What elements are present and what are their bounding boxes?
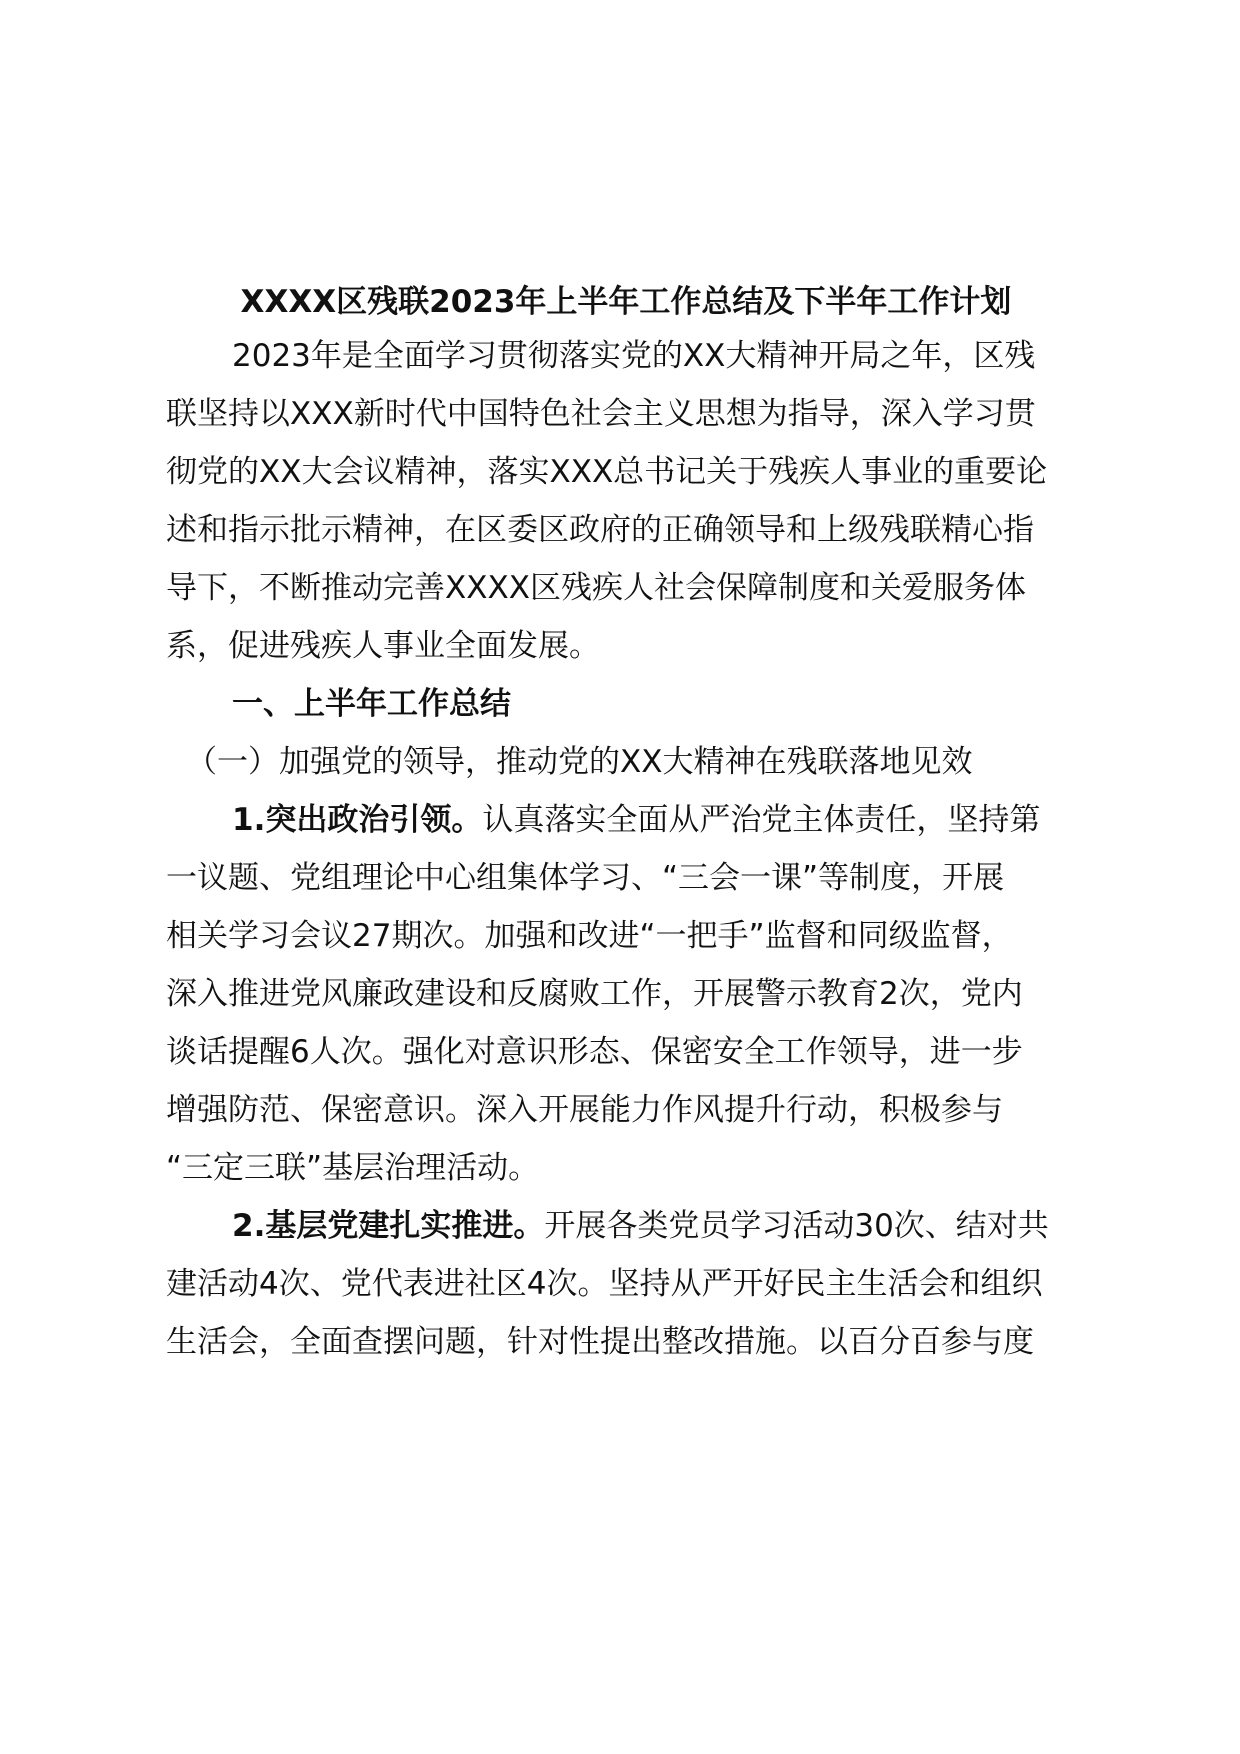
- item2-line-3: 生活会，全面查摆问题，针对性提出整改措施。以百分百参与度: [166, 1324, 1034, 1360]
- item1-line-5: 谈话提醒6人次。强化对意识形态、保密安全工作领导，进一步: [166, 1034, 1023, 1070]
- item1-line-4: 深入推进党风廉政建设和反腐败工作，开展警示教育2次，党内: [166, 976, 1023, 1012]
- item2-first-line: [232, 1206, 1049, 1246]
- item1-line-2: 一议题、党组理论中心组集体学习、“三会一课”等制度，开展: [166, 860, 1005, 896]
- item1-first-line-text: 认真落实全面从严治党主体责任，坚持第: [482, 802, 1041, 838]
- item1-line-3: 相关学习会议27期次。加强和改进“一把手”监督和同级监督，: [166, 918, 1013, 954]
- intro-line-2: 联坚持以XXX新时代中国特色社会主义思想为指导，深入学习贯: [166, 396, 1036, 432]
- item1-first-line: [232, 800, 1040, 840]
- item2-title: 2.基层党建扎实推进。: [232, 1208, 545, 1244]
- document-title: XXXX区残联2023年上半年工作总结及下半年工作计划: [240, 284, 1012, 320]
- intro-line-5: 导下，不断推动完善XXXX区残疾人社会保障制度和关爱服务体: [166, 570, 1026, 606]
- subsection-heading: （一）加强党的领导，推动党的XX大精神在残联落地见效: [186, 744, 973, 780]
- intro-line-1: 2023年是全面学习贯彻落实党的XX大精神开局之年，区残: [232, 338, 1036, 374]
- intro-line-4: 述和指示批示精神，在区委区政府的正确领导和上级残联精心指: [166, 512, 1034, 548]
- item1-line-7: “三定三联”基层治理活动。: [166, 1150, 540, 1186]
- item1-title: 1.突出政治引领。: [232, 802, 483, 838]
- intro-line-6: 系，促进残疾人事业全面发展。: [166, 628, 600, 664]
- section-heading: 一、上半年工作总结: [232, 686, 511, 722]
- item2-line-2: 建活动4次、党代表进社区4次。坚持从严开好民主生活会和组织: [166, 1266, 1043, 1302]
- intro-line-3: 彻党的XX大会议精神，落实XXX总书记关于残疾人事业的重要论: [166, 454, 1048, 490]
- item2-first-line-text: 开展各类党员学习活动30次、结对共: [544, 1208, 1049, 1244]
- item1-line-6: 增强防范、保密意识。深入开展能力作风提升行动，积极参与: [166, 1092, 1003, 1128]
